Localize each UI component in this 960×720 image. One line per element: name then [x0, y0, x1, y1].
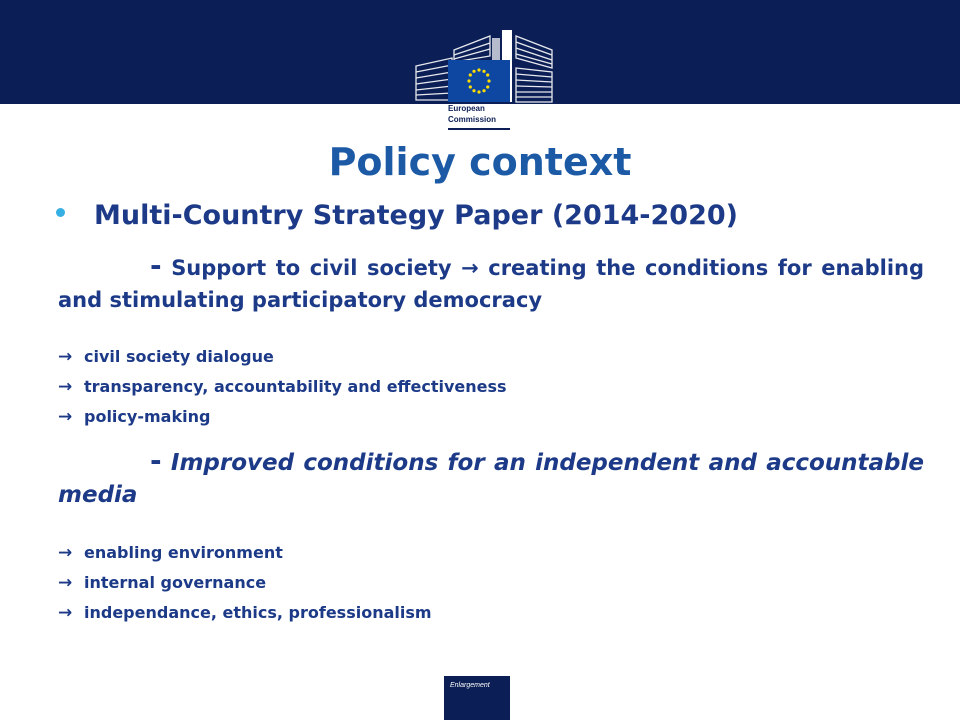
list-item-text: transparency, accountability and effectiveness [84, 377, 507, 396]
arrow-right-icon: → [58, 407, 73, 427]
section-2-text: Improved conditions for an independent and accountable media [58, 450, 924, 508]
section-1-list [58, 346, 507, 436]
logo-line-1: European [448, 104, 485, 113]
page-title: Policy context [328, 140, 632, 184]
logo-rule [448, 128, 510, 130]
arrow-right-icon: → [58, 603, 73, 623]
logo-line-2: Commission [448, 115, 497, 124]
list-item [58, 602, 432, 632]
section-2-list [58, 542, 432, 632]
list-item [58, 346, 507, 376]
section-1-text: Support to civil society → creating the conditions for enabling and stimulating participatory democracy [58, 256, 924, 312]
list-item [58, 376, 507, 406]
eu-flag [448, 60, 510, 102]
arrow-right-icon: → [58, 347, 73, 367]
list-item-text: civil society dialogue [84, 347, 274, 366]
list-item-text: enabling environment [84, 543, 283, 562]
list-item-text: policy-making [84, 407, 211, 426]
section-2-dash: - [150, 444, 162, 477]
main-bullet-text: Multi-Country Strategy Paper (2014-2020) [94, 200, 738, 231]
bullet-dot-icon [56, 208, 65, 217]
list-item-text: internal governance [84, 573, 267, 592]
list-item-text: independance, ethics, professionalism [84, 603, 432, 622]
section-2-paragraph [58, 445, 924, 511]
arrow-right-icon: → [58, 573, 73, 593]
arrow-right-icon: → [58, 543, 73, 563]
arrow-right-icon: → [58, 377, 73, 397]
list-item [58, 542, 432, 572]
footer-enlargement-tab: Enlargement [444, 676, 510, 720]
list-item [58, 406, 507, 436]
section-1-paragraph [58, 250, 924, 316]
section-1-dash: - [150, 249, 162, 282]
logo-wordmark [448, 103, 518, 125]
list-item [58, 572, 432, 602]
